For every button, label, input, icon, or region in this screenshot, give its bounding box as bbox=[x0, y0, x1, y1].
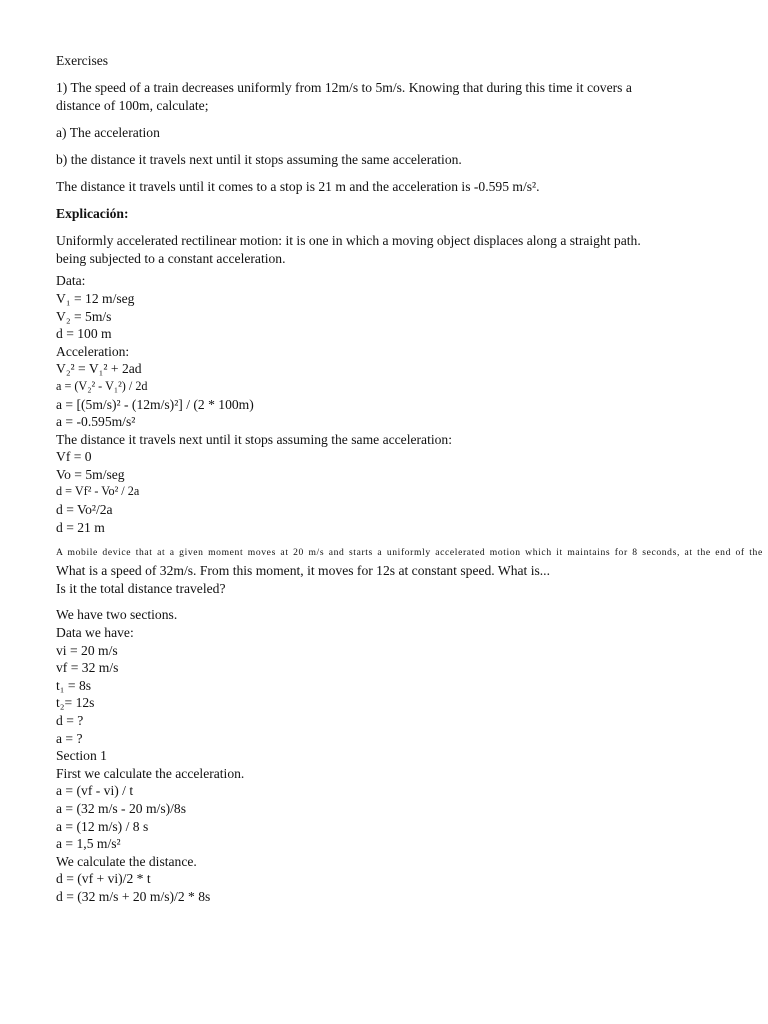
definition-line-1: Uniformly accelerated rectilinear motion: it is one in which a moving object displaces along a straight path. bbox=[56, 233, 641, 249]
exercise-2-solution bbox=[56, 606, 768, 905]
exercise-1-question-line-2: distance of 100m, calculate; bbox=[56, 97, 209, 113]
solution-line: t₂= 12s bbox=[56, 695, 95, 711]
solution-line: Vo = 5m/seg bbox=[56, 466, 125, 482]
exercise-1-question-line-1: 1) The speed of a train decreases uniformly from 12m/s to 5m/s. Knowing that during this time it covers a bbox=[56, 80, 632, 96]
document-title: Exercises bbox=[56, 53, 109, 68]
exercise-1-part-a: a) The acceleration bbox=[56, 124, 160, 140]
solution-line: V₂ = 5m/s bbox=[56, 308, 112, 324]
solution-line: a = (12 m/s) / 8 s bbox=[56, 818, 149, 834]
solution-line: Vf = 0 bbox=[56, 449, 92, 465]
exercise-2-question-line-2: What is a speed of 32m/s. From this moment, it moves for 12s at constant speed. What is... bbox=[56, 563, 550, 579]
solution-line: Data we have: bbox=[56, 625, 134, 641]
exercise-2-question-line-1: A mobile device that at a given moment moves at 20 m/s and starts a uniformly accelerated motion which it maintains for 8 seconds, at the end of the bbox=[56, 547, 763, 559]
solution-line: We have two sections. bbox=[56, 607, 178, 623]
solution-line: d = ? bbox=[56, 713, 84, 728]
solution-line: d = 21 m bbox=[56, 519, 105, 535]
solution-line: Acceleration: bbox=[56, 343, 130, 359]
solution-line: d = (32 m/s + 20 m/s)/2 * 8s bbox=[56, 888, 211, 904]
solution-line: First we calculate the acceleration. bbox=[56, 765, 245, 781]
solution-line: a = ? bbox=[56, 730, 83, 746]
solution-line: a = 1,5 m/s² bbox=[56, 836, 121, 852]
solution-line: a = (32 m/s - 20 m/s)/8s bbox=[56, 800, 187, 816]
solution-line: a = -0.595m/s² bbox=[56, 414, 136, 430]
exercise-1-solution bbox=[56, 272, 768, 536]
solution-line: a = [(5m/s)² - (12m/s)²] / (2 * 100m) bbox=[56, 396, 254, 412]
solution-line: The distance it travels next until it stops assuming the same acceleration: bbox=[56, 431, 452, 447]
solution-line: V₁ = 12 m/seg bbox=[56, 290, 135, 306]
solution-line: V₂² = V₁² + 2ad bbox=[56, 361, 142, 377]
exercise-1-part-b: b) the distance it travels next until it stops assuming the same acceleration. bbox=[56, 151, 462, 167]
solution-line: d = (vf + vi)/2 * t bbox=[56, 871, 151, 887]
document-page bbox=[56, 52, 768, 906]
solution-line: a = (vf - vi) / t bbox=[56, 783, 134, 799]
solution-line: vf = 32 m/s bbox=[56, 660, 119, 676]
solution-line: Data: bbox=[56, 273, 86, 289]
solution-line: We calculate the distance. bbox=[56, 853, 197, 869]
definition-line-2: being subjected to a constant acceleration. bbox=[56, 250, 286, 266]
solution-line: Section 1 bbox=[56, 748, 107, 764]
solution-line: a = (V₂² - V₁²) / 2d bbox=[56, 378, 148, 393]
solution-line: d = Vo²/2a bbox=[56, 502, 113, 518]
exercise-1-answer: The distance it travels until it comes to a stop is 21 m and the acceleration is -0.595 m/s². bbox=[56, 178, 540, 194]
explanation-heading: Explicación: bbox=[56, 206, 129, 222]
solution-line: d = Vf² - Vo² / 2a bbox=[56, 484, 140, 499]
solution-line: vi = 20 m/s bbox=[56, 642, 118, 658]
solution-line: t₁ = 8s bbox=[56, 677, 92, 693]
exercise-2-question-line-3: Is it the total distance traveled? bbox=[56, 580, 226, 596]
solution-line: d = 100 m bbox=[56, 326, 112, 342]
